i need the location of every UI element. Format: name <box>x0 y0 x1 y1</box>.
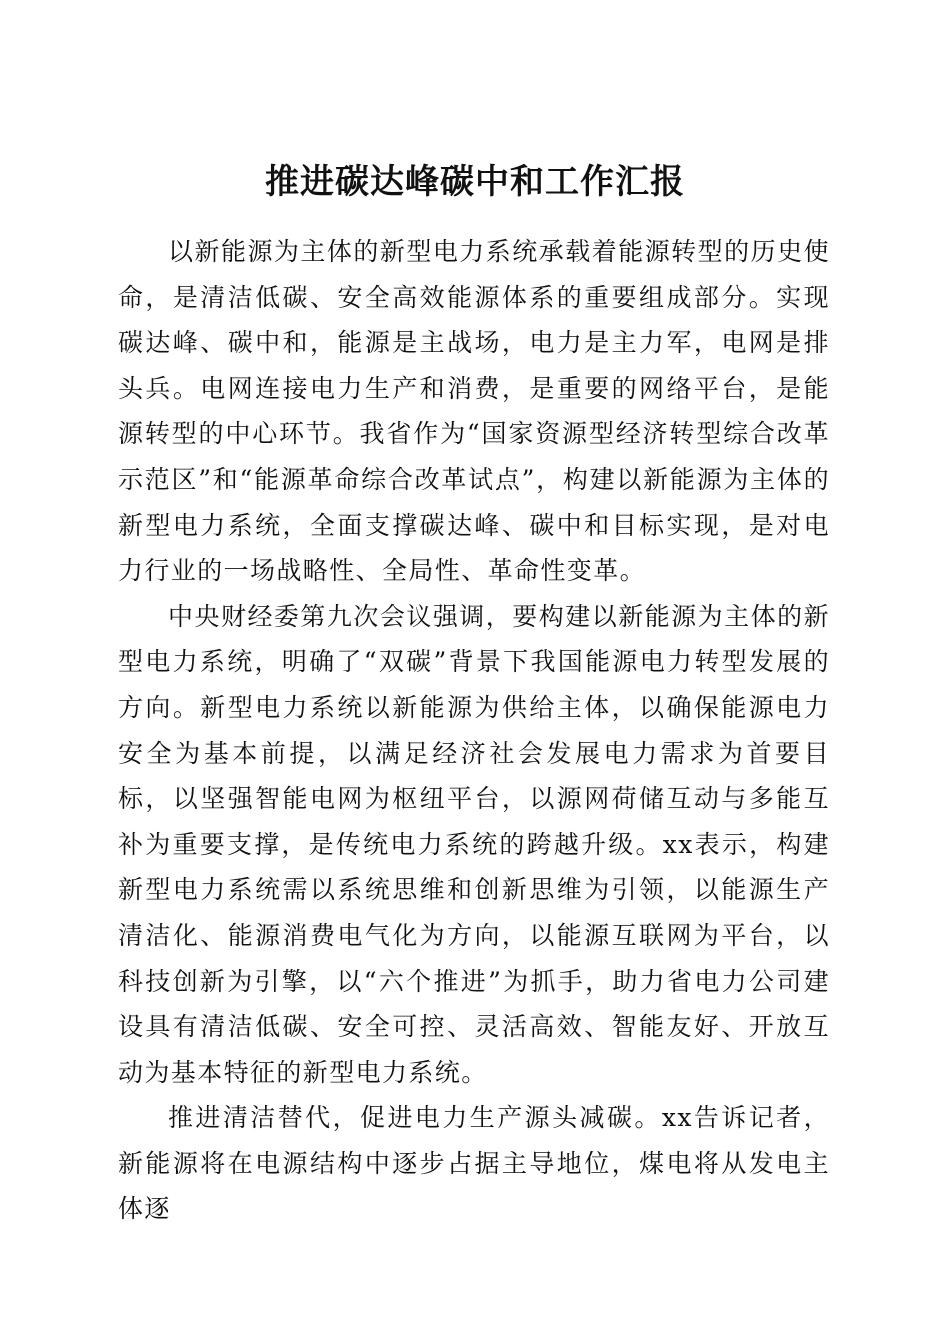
paragraph-3: 推进清洁替代，促进电力生产源头减碳。xx告诉记者，新能源将在电源结构中逐步占据主导地位，煤电将从发电主体逐 <box>118 1103 830 1224</box>
document-body <box>118 229 830 1232</box>
paragraph-2: 中央财经委第九次会议强调，要构建以新能源为主体的新型电力系统，明确了“双碳”背景下我国能源电力转型发展的方向。新型电力系统以新能源为供给主体，以确保能源电力安全为基本前提，以满足经济社会发展电力需求为首要目标，以坚强智能电网为枢纽平台，以源网荷储互动与多能互补为重要支撑，是传统电力系统的跨越升级。xx表示，构建新型电力系统需以系统思维和创新思维为引领，以能源生产清洁化、能源消费电气化为方向，以能源互联网为平台，以科技创新为引擎，以“六个推进”为抓手，助力省电力公司建设具有清洁低碳、安全可控、灵活高效、智能友好、开放互动为基本特征的新型电力系统。 <box>118 601 830 1087</box>
paragraph-1: 以新能源为主体的新型电力系统承载着能源转型的历史使命，是清洁低碳、安全高效能源体系的重要组成部分。实现碳达峰、碳中和，能源是主战场，电力是主力军，电网是排头兵。电网连接电力生产和消费，是重要的网络平台，是能源转型的中心环节。我省作为“国家资源型经济转型综合改革示范区”和“能源革命综合改革试点”，构建以新能源为主体的新型电力系统，全面支撑碳达峰、碳中和目标实现，是对电力行业的一场战略性、全局性、革命性变革。 <box>118 237 830 586</box>
document-title: 推进碳达峰碳中和工作汇报 <box>265 161 685 202</box>
